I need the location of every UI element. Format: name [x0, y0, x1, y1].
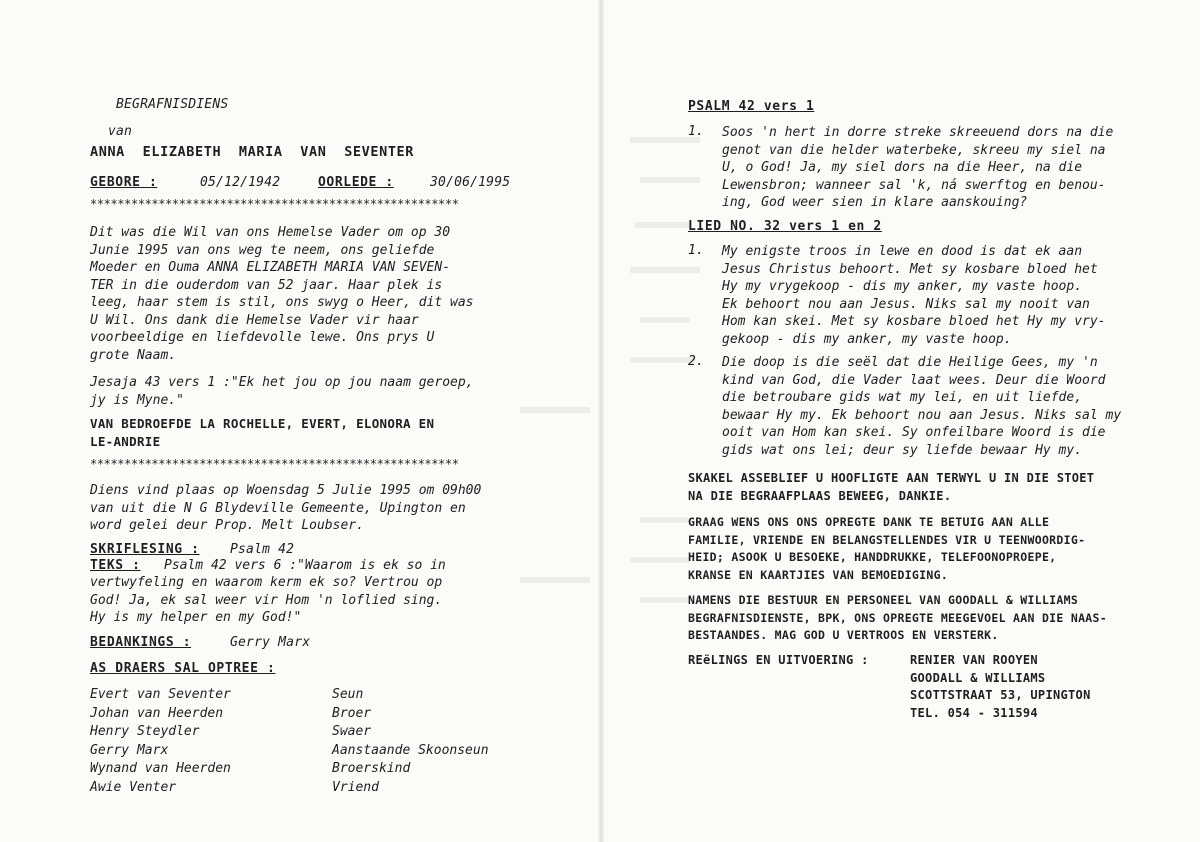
bearers-label: AS DRAERS SAL OPTREE : [90, 661, 276, 676]
bearer-name: Henry Steydler [90, 724, 200, 739]
song-line: Die doop is die seël dat die Heilige Gees, my 'n [722, 355, 1098, 370]
text-continuation [90, 574, 442, 627]
tribute-line: Dit was die Wil van ons Hemelse Vader om op 30 [90, 225, 451, 240]
headlights-notice [688, 470, 1094, 505]
died-label: OORLEDE : [318, 175, 394, 190]
bearer-relation: Vriend [332, 779, 379, 795]
tribute-line: leeg, haar stem is stil, ons swyg o Heer, dit was [90, 295, 474, 310]
scripture-verse [90, 374, 474, 409]
bearer-relation: Aanstaande Skoonseun [332, 742, 489, 758]
song-verse-1 [722, 243, 1106, 348]
star-divider-2: ****************************************************** [90, 457, 459, 471]
bearer-relations [332, 686, 489, 797]
song-line: Jesus Christus behoort. Met sy kosbare bloed het [722, 261, 1098, 277]
bearer-name: Evert van Seventer [90, 687, 231, 702]
thanks-line: HEID; ASOOK U BESOEKE, HANDDRUKKE, TELEFOONOPROEPE, [688, 550, 1057, 564]
family-thanks [688, 514, 1085, 584]
bereaved-line: VAN BEDROEFDE LA ROCHELLE, EVERT, ELONORA EN [90, 416, 435, 431]
bearer-name: Gerry Marx [90, 742, 169, 758]
reading-value: Psalm 42 [230, 542, 295, 557]
service-heading: BEGRAFNISDIENS [116, 97, 229, 112]
reading-label: SKRIFLESING : [90, 542, 200, 557]
born-date: 05/12/1942 [200, 175, 281, 190]
text-line: Psalm 42 vers 6 :"Waarom is ek so in [164, 558, 446, 573]
bereaved-family [90, 415, 434, 450]
star-divider-1: ****************************************************** [90, 197, 459, 211]
bearer-relation: Broerskind [332, 761, 411, 776]
text-line: God! Ja, ek sal weer vir Hom 'n loflied sing. [90, 592, 443, 608]
text-line: Hy is my helper en my God!" [90, 610, 302, 625]
tribute-line: TER in die ouderdom van 52 jaar. Haar plek is [90, 277, 443, 293]
tribute-line: Moeder en Ouma ANNA ELIZABETH MARIA VAN SEVEN- [90, 260, 451, 275]
song-line: gids wat ons lei; deur sy liefde bewaar Hy my. [722, 442, 1083, 458]
arrangements-line: GOODALL & WILLIAMS [910, 670, 1046, 685]
bearer-name: Johan van Heerden [90, 705, 224, 721]
service-details [90, 482, 481, 535]
song-verse-1-number: 1. [688, 243, 704, 258]
tribute-paragraph [90, 224, 474, 364]
arrangements-details [910, 652, 1091, 722]
verse-line: Jesaja 43 vers 1 :"Ek het jou op jou naam geroep, [90, 375, 474, 390]
text-line: vertwyfeling en waarom kerm ek so? Vertrou op [90, 575, 443, 590]
song-line: kind van God, die Vader laat wees. Deur die Woord [722, 372, 1106, 388]
song-line: bewaar Hy my. Ek behoort nou aan Jesus. Niks sal my [722, 407, 1122, 423]
psalm-line: Soos 'n hert in dorre streke skreeuend dors na die [722, 125, 1114, 140]
tribute-line: voorbeeldige en liefdevolle lewe. Ons prys U [90, 330, 435, 345]
psalm-line: U, o God! Ja, my siel dors na die Heer, na die [722, 160, 1083, 175]
verse-line: jy is Myne." [90, 392, 184, 408]
condolence-line: BEGRAFNISDIENSTE, BPK, ONS OPREGTE MEEGEVOEL AAN DIE NAAS- [688, 610, 1107, 625]
psalm-line: ing, God weer sien in klare aanskouing? [722, 195, 1028, 210]
tribute-line: Junie 1995 van ons weg te neem, ons geliefde [90, 242, 435, 258]
bearer-name: Wynand van Heerden [90, 761, 231, 776]
bearer-name: Awie Venter [90, 779, 177, 795]
deceased-name: ANNA ELIZABETH MARIA VAN SEVENTER [90, 144, 415, 160]
notice-line: NA DIE BEGRAAFPLAAS BEWEEG, DANKIE. [688, 488, 952, 503]
arrangements-line: TEL. 054 - 311594 [910, 705, 1038, 720]
song-line: My enigste troos in lewe en dood is dat ek aan [722, 244, 1083, 259]
arrangements-line: RENIER VAN ROOYEN [910, 653, 1038, 667]
notice-line: SKAKEL ASSEBLIEF U HOOFLIGTE AAN TERWYL U IN DIE STOET [688, 471, 1095, 485]
center-fold [598, 0, 604, 842]
condolence-message [688, 592, 1107, 645]
bearer-relation: Seun [332, 687, 364, 702]
song-line: ooit van Hom kan skei. Sy onfeilbare Woord is die [722, 425, 1106, 440]
tribute-line: grote Naam. [90, 347, 177, 363]
psalm-line: genot van die helder waterbeke, skreeu my siel na [722, 142, 1106, 158]
bearer-relation: Broer [332, 705, 372, 721]
arrangements-line: SCOTTSTRAAT 53, UPINGTON [910, 688, 1091, 702]
bearer-names [90, 686, 231, 797]
tribute-line: U Wil. Ons dank die Hemelse Vader vir haar [90, 312, 419, 328]
died-date: 30/06/1995 [430, 175, 511, 190]
song-line: Hy my vrygekoop - dis my anker, my vaste hoop. [722, 279, 1083, 294]
psalm-number: 1. [688, 124, 704, 139]
service-line: van uit die N G Blydeville Gemeente, Upington en [90, 500, 466, 516]
song-verse-2-number: 2. [688, 354, 704, 369]
psalm-line: Lewensbron; wanneer sal 'k, ná swerftog en benou- [722, 177, 1106, 193]
text-label: TEKS : [90, 558, 141, 573]
psalm-text [722, 124, 1113, 212]
bearer-relation: Swaer [332, 724, 372, 739]
thanks-line: FAMILIE, VRIENDE EN BELANGSTELLENDES VIR U TEENWOORDIG- [688, 532, 1086, 547]
bereaved-line: LE-ANDRIE [90, 433, 161, 449]
song-line: Ek behoort nou aan Jesus. Niks sal my nooit van [722, 296, 1090, 312]
song-line: die betroubare gids wat my lei, en uit liefde, [722, 390, 1083, 405]
condolence-line: NAMENS DIE BESTUUR EN PERSONEEL VAN GOODALL & WILLIAMS [688, 593, 1079, 607]
thanks-line: GRAAG WENS ONS ONS OPREGTE DANK TE BETUIG AAN ALLE [688, 515, 1050, 529]
song-line: gekoop - dis my anker, my vaste hoop. [722, 331, 1012, 347]
service-line: Diens vind plaas op Woensdag 5 Julie 1995 om 09h00 [90, 483, 482, 498]
van-label: van [108, 124, 133, 139]
text-first-line [164, 557, 446, 575]
service-line: word gelei deur Prop. Melt Loubser. [90, 518, 364, 533]
song-line: Hom kan skei. Met sy kosbare bloed het Hy my vry- [722, 314, 1106, 329]
thanks-line: KRANSE EN KAARTJIES VAN BEMOEDIGING. [688, 567, 949, 582]
song-verse-2 [722, 354, 1121, 459]
song-heading: LIED NO. 32 vers 1 en 2 [688, 219, 882, 234]
thanks-label: BEDANKINGS : [90, 635, 192, 650]
thanks-value: Gerry Marx [230, 635, 311, 650]
psalm-heading: PSALM 42 vers 1 [688, 99, 815, 114]
born-label: GEBORE : [90, 175, 158, 190]
condolence-line: BESTAANDES. MAG GOD U VERTROOS EN VERSTERK. [688, 628, 999, 642]
arrangements-label: REëLINGS EN UITVOERING : [688, 653, 869, 667]
